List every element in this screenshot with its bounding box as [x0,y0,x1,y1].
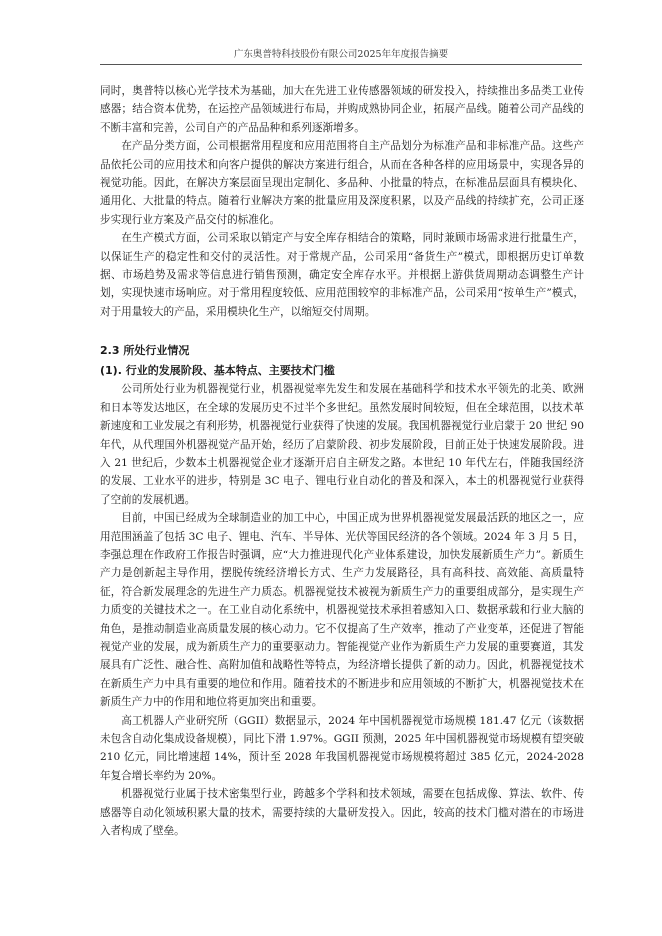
industry-paragraph-2: 目前，中国已经成为全球制造业的加工中心，中国正成为世界机器视觉发展最活跃的地区之一，应用范围涵盖了包括 3C 电子、锂电、汽车、半导体、光伏等国民经济的各个领域。2024 年 3 月 5 日，李强总理在作政府工作报告时强调，应“大力推进现代化产业体系建设，加快发展新质生产力”。新质生产力是创新起主导作用，摆脱传统经济增长方式、生产力发展路径，具有高科技、高效能、高质量特征，符合新发展理念的先进生产力质态。机器视觉技术被视为新质生产力的重要组成部分，是实现生产力质变的关键技术之一。在工业自动化系统中，机器视觉技术承担着感知入口、数据承载和行业大脑的角色，是推动制造业高质量发展的核心动力。它不仅提高了生产效率，推动了产业变革，还促进了智能视觉产业的发展，成为新质生产力的重要驱动力。智能视觉产业作为新质生产力发展的重要赛道，其发展具有广泛性、融合性、高附加值和战略性等特点，为经济增长提供了新的动力。因此，机器视觉技术在新质生产力中具有重要的地位和作用。随着技术的不断进步和应用领域的不断扩大，机器视觉技术在新质生产力中的作用和地位将更加突出和重要。 [100,512,584,709]
industry-paragraph-4: 机器视觉行业属于技术密集型行业，跨越多个学科和技术领域，需要在包括成像、算法、软件、传感器等自动化领域积累大量的技术，需要持续的大量研发投入。因此，较高的技术门槛对潜在的市场进入者构成了壁垒。 [100,788,584,838]
intro-paragraph-3: 在生产模式方面，公司采取以销定产与安全库存相结合的策略，同时兼顾市场需求进行批量生产，以保证生产的稳定性和交付的灵活性。对于常规产品，公司采用“备货生产”模式，即根据历史订单数据、市场趋势及需求等信息进行销售预测，确定安全库存水平。并根据上游供货周期动态调整生产计划，实现快速市场响应。对于常用程度较低、应用范围较窄的非标准产品，公司采用“按单生产”模式，对于用量较大的产品，采用模块化生产，以缩短交付周期。 [100,232,584,318]
section-subheading: (1). 行业的发展阶段、基本特点、主要技术门槛 [100,364,335,378]
report-header: 广东奥普特科技股份有限公司2025年年度报告摘要 [100,46,582,65]
intro-paragraph-1: 同时，奥普特以核心光学技术为基础，加大在先进工业传感器领域的研发投入，持续推出多品类工业传感器；结合资本优势，在运控产品领域进行布局，并购成熟协同企业，拓展产品线。随着公司产品线的不断丰富和完善，公司自产的产品品种和系列逐渐增多。 [100,85,584,134]
report-body [100,82,584,840]
industry-paragraph-1: 公司所处行业为机器视觉行业，机器视觉率先发生和发展在基础科学和技术水平领先的北美、欧洲和日本等发达地区，在全球的发展历史不过半个多世纪。虽然发展时间较短，但在全球范围，以技术革新速度和工业发展之有利形势，机器视觉行业获得了快速的发展。我国机器视觉行业启蒙于 20 世纪 90 年代，从代理国外机器视觉产品开始，经历了启蒙阶段、初步发展阶段，目前正处于快速发展阶段。进入 21 世纪后，少数本土机器视觉企业才逐渐开启自主研发之路。本世纪 10 年代左右，伴随我国经济的发展、工业水平的进步，特别是 3C 电子、锂电行业自动化的普及和深入，本土的机器视觉行业获得了空前的发展机遇。 [100,383,584,506]
section-heading: 2.3 所处行业情况 [100,344,190,358]
intro-paragraph-2: 在产品分类方面，公司根据常用程度和应用范围将自主产品划分为标准产品和非标准产品。这些产品依托公司的应用技术和向客户提供的解决方案进行组合，从而在各种各样的应用场景中，实现各异的视觉功能。因此，在解决方案层面呈现出定制化、多品种、小批量的特点，在标准品层面具有模块化、通用化、大批量的特点。随着行业解决方案的批量应用及深度积累，以及产品线的持续扩充，公司正逐步实现行业方案及产品交付的标准化。 [100,140,584,226]
industry-paragraph-3: 高工机器人产业研究所（GGII）数据显示，2024 年中国机器视觉市场规模 181.47 亿元（该数据未包含自动化集成设备规模），同比下滑 1.97%。GGII 预测，2025 年中国机器视觉市场规模有望突破 210 亿元，同比增速超 14%，预计至 2028 年我国机器视觉市场规模将超过 385 亿元，2024-2028 年复合增长率约为 20%。 [100,714,584,782]
